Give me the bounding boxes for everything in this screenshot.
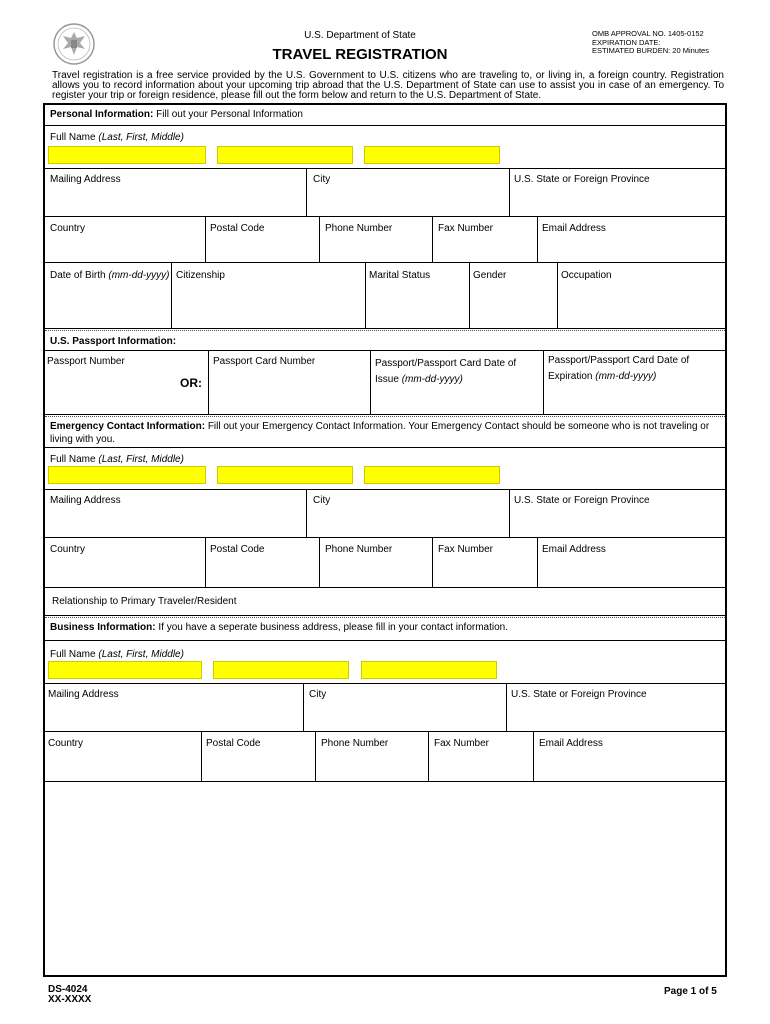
form-number-block — [48, 985, 91, 1005]
emergency-mailing-address-label: Mailing Address — [50, 495, 121, 506]
passport-number-label: Passport Number — [47, 356, 125, 367]
personal-middle-name-field[interactable] — [364, 146, 500, 164]
emergency-email-label: Email Address — [542, 544, 606, 555]
business-phone-label: Phone Number — [321, 738, 389, 749]
exp-date-line-2 — [548, 369, 689, 385]
emergency-heading-note-2: living with you. — [50, 434, 116, 445]
business-heading-note: If you have a seperate business address, please fill in your contact information. — [158, 622, 508, 633]
personal-section-heading — [50, 109, 303, 120]
estimated-burden: ESTIMATED BURDEN: 20 Minutes — [592, 46, 709, 55]
omb-block — [592, 30, 709, 56]
passport-issue-date-label — [375, 356, 516, 388]
business-last-name-field[interactable] — [48, 661, 202, 679]
full-name-text: Full Name — [50, 454, 96, 465]
business-full-name-label — [50, 649, 184, 660]
full-name-hint: (Last, First, Middle) — [98, 132, 184, 143]
passport-card-number-label: Passport Card Number — [213, 356, 316, 367]
exp-date-hint: (mm-dd-yyyy) — [595, 371, 657, 382]
passport-expiration-date-label — [548, 353, 689, 385]
business-email-label: Email Address — [539, 738, 603, 749]
emergency-heading: Emergency Contact Information: — [50, 421, 206, 432]
dob-hint: (mm-dd-yyyy) — [108, 270, 170, 281]
business-section-heading — [50, 622, 508, 633]
personal-postal-code-label: Postal Code — [210, 223, 265, 234]
issue-date-text: Issue — [375, 374, 399, 385]
personal-gender-label: Gender — [473, 270, 507, 281]
emergency-city-label: City — [313, 495, 331, 506]
personal-heading: Personal Information: — [50, 109, 154, 120]
business-postal-code-label: Postal Code — [206, 738, 261, 749]
emergency-country-label: Country — [50, 544, 86, 555]
personal-last-name-field[interactable] — [48, 146, 206, 164]
business-mailing-address-label: Mailing Address — [48, 689, 119, 700]
issue-date-hint: (mm-dd-yyyy) — [401, 374, 463, 385]
emergency-middle-name-field[interactable] — [364, 466, 500, 484]
business-heading: Business Information: — [50, 622, 156, 633]
personal-full-name-label — [50, 132, 184, 143]
omb-approval: OMB APPROVAL NO. 1405-0152 — [592, 29, 704, 38]
personal-phone-label: Phone Number — [325, 223, 393, 234]
form-frame — [43, 103, 727, 977]
personal-marital-status-label: Marital Status — [369, 270, 431, 281]
personal-citizenship-label: Citizenship — [176, 270, 225, 281]
personal-occupation-label: Occupation — [561, 270, 612, 281]
personal-city-label: City — [313, 174, 331, 185]
emergency-phone-label: Phone Number — [325, 544, 393, 555]
personal-country-label: Country — [50, 223, 86, 234]
dob-text: Date of Birth — [50, 270, 106, 281]
exp-date-line-1: Passport/Passport Card Date of — [548, 355, 690, 366]
department-of-state-seal-icon — [52, 22, 96, 66]
full-name-hint: (Last, First, Middle) — [98, 454, 184, 465]
emergency-section-heading — [50, 420, 722, 446]
personal-heading-note: Fill out your Personal Information — [156, 109, 303, 120]
personal-mailing-address-label: Mailing Address — [50, 174, 121, 185]
issue-date-line-1: Passport/Passport Card Date of — [375, 358, 517, 369]
personal-email-label: Email Address — [542, 223, 606, 234]
emergency-fax-label: Fax Number — [438, 544, 494, 555]
or-label: OR: — [180, 376, 202, 390]
personal-fax-label: Fax Number — [438, 223, 494, 234]
issue-date-line-2 — [375, 372, 516, 388]
form-code: XX-XXXX — [48, 994, 92, 1005]
emergency-relationship-label: Relationship to Primary Traveler/Resident — [52, 596, 237, 607]
intro-text: Travel registration is a free service provided by the U.S. Government to U.S. citizens who are traveling to, or living in, a foreign country. Registration allows you to record information about your upcoming trip abroad that the U.S. Department of State can use to assist you in case of an emergency. To register your trip or foreign residence, please fill out the form below and return to the U.S. Department of State. — [52, 70, 724, 101]
emergency-heading-note: Fill out your Emergency Contact Information. Your Emergency Contact should be someone who is not traveling or — [207, 421, 710, 432]
expiration-date: EXPIRATION DATE: — [592, 37, 661, 47]
form-number: DS-4024 — [48, 984, 88, 995]
exp-date-text: Expiration — [548, 371, 593, 382]
emergency-last-name-field[interactable] — [48, 466, 206, 484]
form-title: TRAVEL REGISTRATION — [272, 46, 448, 63]
emergency-state-label: U.S. State or Foreign Province — [514, 495, 650, 506]
emergency-full-name-label — [50, 454, 184, 465]
emergency-postal-code-label: Postal Code — [210, 544, 265, 555]
personal-state-label: U.S. State or Foreign Province — [514, 174, 650, 185]
emergency-first-name-field[interactable] — [217, 466, 353, 484]
full-name-text: Full Name — [50, 132, 96, 143]
passport-section-heading: U.S. Passport Information: — [50, 336, 177, 347]
business-first-name-field[interactable] — [213, 661, 349, 679]
full-name-hint: (Last, First, Middle) — [98, 649, 184, 660]
personal-dob-label — [50, 270, 169, 281]
page-number: Page 1 of 5 — [664, 986, 717, 997]
business-state-label: U.S. State or Foreign Province — [511, 689, 647, 700]
business-fax-label: Fax Number — [434, 738, 490, 749]
department-name: U.S. Department of State — [304, 30, 416, 41]
business-middle-name-field[interactable] — [361, 661, 497, 679]
full-name-text: Full Name — [50, 649, 96, 660]
business-country-label: Country — [48, 738, 84, 749]
business-city-label: City — [309, 689, 327, 700]
personal-first-name-field[interactable] — [217, 146, 353, 164]
